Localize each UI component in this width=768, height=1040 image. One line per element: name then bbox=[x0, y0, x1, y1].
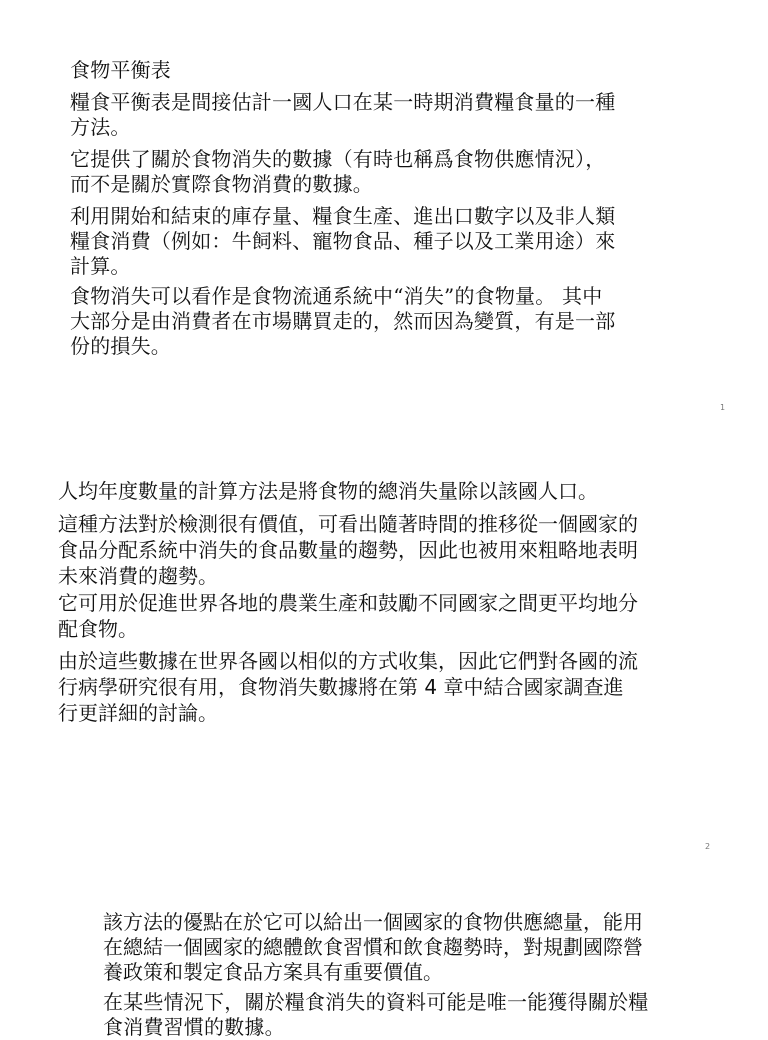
slide-2-paragraph-4: 由於這些數據在世界各國以相似的方式收集，因此它們對各國的流 行病學研究很有用，食物消失數據將在第 4 章中結合國家調查進 行更詳細的討論。 bbox=[58, 649, 638, 725]
page-number: 2 bbox=[705, 842, 711, 851]
slide-2 bbox=[0, 440, 768, 860]
page-number: 1 bbox=[720, 403, 726, 412]
slide-2-paragraph-3: 它可用於促進世界各地的農業生產和鼓勵不同國家之間更平均地分 配食物。 bbox=[58, 591, 638, 641]
slide-2-paragraph-2: 這種方法對於檢測很有價值，可看出隨著時間的推移從一個國家的 食品分配系統中消失的食品數量的趨勢，因此也被用來粗略地表明 未來消費的趨勢。 bbox=[58, 512, 638, 588]
slide-1-paragraph-1: 糧食平衡表是間接估計一國人口在某一時期消費糧食量的一種 方法。 bbox=[70, 90, 616, 139]
slide-1 bbox=[0, 0, 768, 420]
slide-1-paragraph-3: 利用開始和結束的庫存量、糧食生產、進出口數字以及非人類 糧食消費（例如：牛飼料、寵物食品、種子以及工業用途）來 計算。 bbox=[70, 204, 616, 278]
slide-3-paragraph-1: 該方法的優點在於它可以給出一個國家的食物供應總量，能用 在總結一個國家的總體飲食習慣和飲食趨勢時，對規劃國際營 養政策和製定食品方案具有重要價值。 bbox=[103, 910, 643, 984]
slide-2-paragraph-1: 人均年度數量的計算方法是將食物的總消失量除以該國人口。 bbox=[58, 479, 598, 503]
slide-1-paragraph-2: 它提供了關於食物消失的數據（有時也稱爲食物供應情況）， 而不是關於實際食物消費的數據。 bbox=[70, 147, 606, 196]
slide-1-paragraph-4: 食物消失可以看作是食物流通系統中“消失”的食物量。 其中 大部分是由消費者在市場購買走的，然而因為變質，有是一部 份的損失。 bbox=[70, 284, 616, 358]
slide-1-title: 食物平衡表 bbox=[70, 58, 171, 82]
slide-3 bbox=[0, 880, 768, 1039]
slide-3-paragraph-2: 在某些情況下，關於糧食消失的資料可能是唯一能獲得關於糧 食消費習慣的數據。 bbox=[103, 990, 649, 1039]
